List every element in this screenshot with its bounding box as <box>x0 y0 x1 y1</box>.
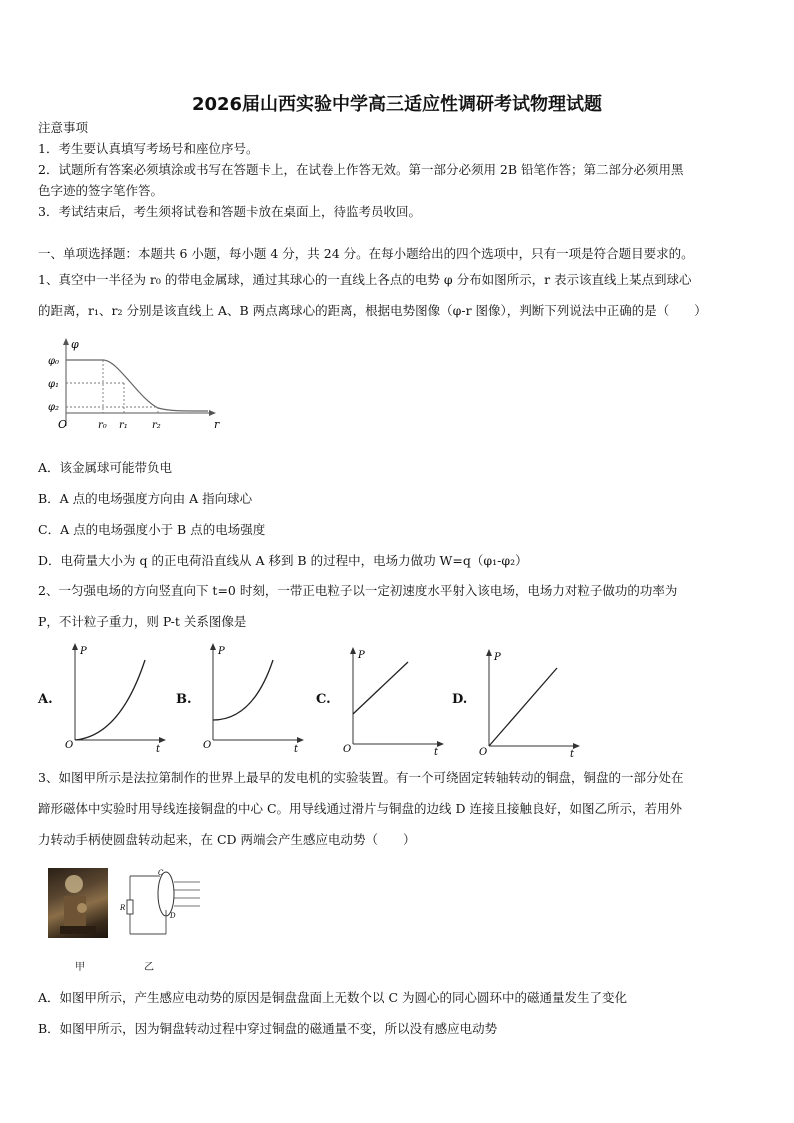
y-axis-arrow <box>63 338 69 345</box>
notice-item-2: 2．试题所有答案必须填涂或书写在答题卡上，在试卷上作答无效。第一部分必须用 2B 铅笔作答；第二部分必须用黑 <box>38 162 684 177</box>
origin-label: O <box>58 418 68 431</box>
x-axis-label: t <box>434 747 439 755</box>
origin-label: O <box>65 740 74 751</box>
x-axis-arrow <box>297 737 304 743</box>
notice-item-2-cont: 色字迹的签字笔作答。 <box>38 183 164 198</box>
q2-stem-line1: 2、一匀强电场的方向竖直向下 t=0 时刻，一带正电粒子以一定初速度水平射入该电场，电场力对粒子做功的功率为 <box>38 583 678 598</box>
page-title: 2026届山西实验中学高三适应性调研考试物理试题 <box>191 94 603 115</box>
y-axis-arrow <box>72 643 78 650</box>
origin-label: O <box>203 740 212 751</box>
p-t-line <box>353 662 408 714</box>
photo-shapes <box>48 868 108 938</box>
x-axis-arrow <box>209 410 216 416</box>
phi2-tick: φ₂ <box>48 402 60 413</box>
q2-option-a-label: A. <box>38 692 53 707</box>
copper-disc <box>65 875 83 893</box>
p-t-curve <box>75 660 145 740</box>
x-axis-arrow <box>159 737 166 743</box>
q2-graph-d <box>474 640 584 758</box>
q3-option-b: B．如图甲所示，因为铜盘转动过程中穿过铜盘的磁通量不变，所以没有感应电动势 <box>38 1021 498 1036</box>
p-t-curve <box>213 660 273 720</box>
origin-label: O <box>479 747 488 758</box>
y-axis-arrow <box>350 647 356 654</box>
q1-stem-line2: 的距离，r₁、r₂ 分别是该直线上 A、B 两点离球心的距离，根据电势图像（φ-r 图像），判断下列说法中正确的是（ ） <box>38 303 707 318</box>
notice-item-3: 3．考试结束后，考生须将试卷和答题卡放在桌面上，待监考员收回。 <box>38 204 421 219</box>
y-axis-arrow <box>486 649 492 656</box>
q3-stem-line2: 蹄形磁体中实验时用导线连接铜盘的中心 C。用导线通过滑片与铜盘的边线 D 连接且接触良好，如图乙所示，若用外 <box>38 801 683 816</box>
q2-option-c-label: C. <box>316 692 331 707</box>
handle <box>77 903 87 913</box>
y-axis-label: φ <box>71 338 79 351</box>
q1-option-c: C．A 点的电场强度小于 B 点的电场强度 <box>38 522 266 537</box>
r2-tick: r₂ <box>152 420 161 431</box>
r1-tick: r₁ <box>119 420 128 431</box>
x-axis-label: t <box>294 744 299 755</box>
q2-option-b-label: B. <box>176 692 192 707</box>
q1-option-d: D．电荷量大小为 q 的正电荷沿直线从 A 移到 B 的过程中，电场力做功 W=q（φ₁-φ₂） <box>38 553 528 568</box>
phi0-tick: φ₀ <box>48 356 60 367</box>
circuit-diagram <box>118 866 208 942</box>
faraday-generator-photo <box>48 868 108 938</box>
q1-option-a: A．该金属球可能带负电 <box>38 460 173 475</box>
y-axis-label: P <box>218 646 225 657</box>
q3-stem-line1: 3、如图甲所示是法拉第制作的世界上最早的发电机的实验装置。有一个可绕固定转轴转动的铜盘，铜盘的一部分处在 <box>38 770 684 785</box>
q2-stem-line2: P，不计粒子重力，则 P-t 关系图像是 <box>38 614 247 629</box>
q2-graph-a <box>60 640 170 755</box>
notice-item-1: 1．考生要认真填写考场号和座位序号。 <box>38 141 259 156</box>
resistor-label: R <box>120 904 126 912</box>
resistor <box>127 900 133 914</box>
x-axis-label: r <box>214 418 220 431</box>
q2-option-d-label: D. <box>452 692 468 707</box>
q1-option-b: B．A 点的电场强度方向由 A 指向球心 <box>38 491 253 506</box>
q1-phi-r-graph <box>38 336 228 436</box>
q1-stem-line1: 1、真空中一半径为 r₀ 的带电金属球，通过其球心的一直线上各点的电势 φ 分布如图所示，r 表示该直线上某点到球心 <box>38 272 692 287</box>
phi-curve <box>66 360 208 411</box>
x-axis-label: t <box>156 744 161 755</box>
phi1-tick: φ₁ <box>48 379 60 390</box>
y-axis-label: P <box>494 652 501 663</box>
q3-stem-line3: 力转动手柄使圆盘转动起来，在 CD 两端会产生感应电动势（ ） <box>38 832 416 847</box>
y-axis-label: P <box>80 646 87 657</box>
copper-disc-shape <box>158 872 174 916</box>
fig-label-jia: 甲 <box>75 962 85 973</box>
y-axis-arrow <box>210 643 216 650</box>
fig-label-yi: 乙 <box>144 962 154 973</box>
c-label: C <box>158 869 164 877</box>
x-axis-arrow <box>573 743 580 749</box>
q3-option-a: A．如图甲所示，产生感应电动势的原因是铜盘盘面上无数个以 C 为圆心的同心圆环中的磁通量发生了变化 <box>38 990 628 1005</box>
q2-graph-c <box>338 640 448 755</box>
y-axis-label: P <box>358 650 365 661</box>
x-axis-arrow <box>437 741 444 747</box>
d-label: D <box>170 912 176 920</box>
r0-tick: r₀ <box>98 420 107 431</box>
origin-label: O <box>343 744 352 755</box>
q2-graph-b <box>198 640 308 755</box>
p-t-line <box>489 668 557 746</box>
x-axis-label: t <box>570 749 575 758</box>
base <box>60 926 96 934</box>
notice-heading: 注意事项 <box>38 120 89 135</box>
section-heading: 一、单项选择题：本题共 6 小题，每小题 4 分，共 24 分。在每小题给出的四个选项中，只有一项是符合题目要求的。 <box>38 246 694 261</box>
